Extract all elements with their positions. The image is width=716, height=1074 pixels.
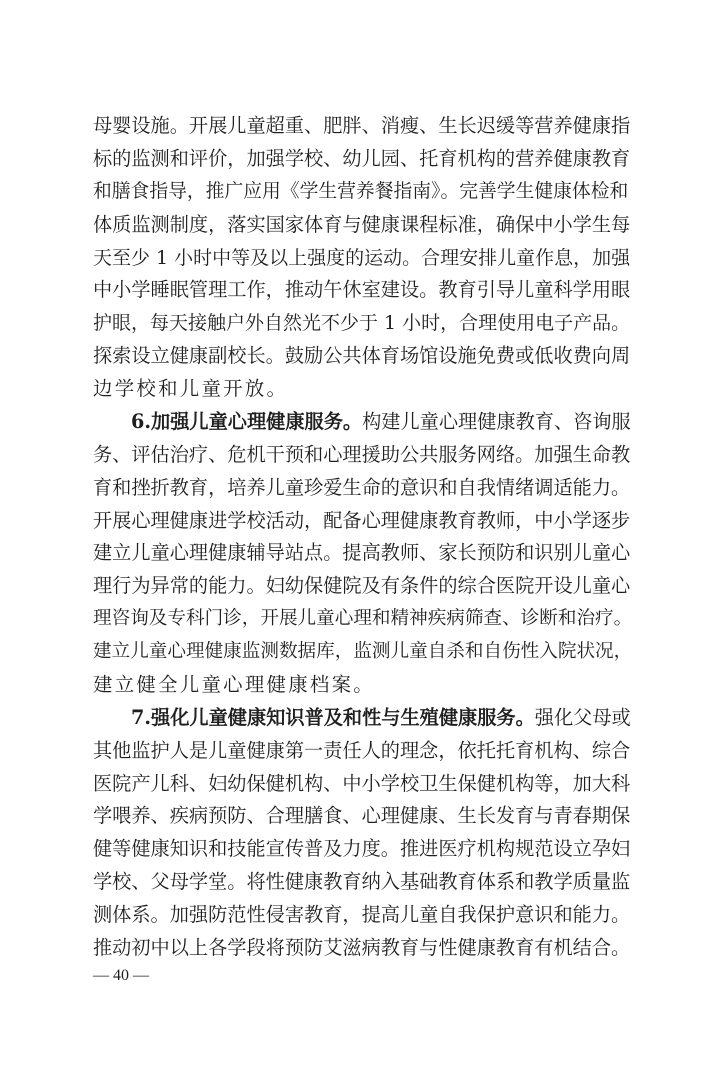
text-line: 理咨询及专科门诊，开展儿童心理和精神疾病筛查、诊断和治疗。 [93, 608, 633, 630]
text-line: 探索设立健康副校长。鼓励公共体育场馆设施免费或低收费向周 [93, 344, 631, 368]
section-7-first-line [131, 702, 633, 735]
text-line: 育和挫折教育，培养儿童珍爱生命的意识和自我情绪调适能力。 [93, 475, 631, 499]
section-6-heading: 6.加强儿童心理健康服务。 [131, 409, 363, 433]
section-7-heading: 7.强化儿童健康知识普及和性与生殖健康服务。 [131, 705, 535, 729]
section-7-text: 强化父母或 [534, 705, 631, 729]
text-line: 中小学睡眠管理工作，推动午休室建设。教育引导儿童科学用眼 [93, 278, 631, 302]
text-line: 和膳食指导，推广应用《学生营养餐指南》。完善学生健康体检和 [93, 180, 629, 202]
text-line: 标的监测和评价，加强学校、幼儿园、托育机构的营养健康教育 [93, 146, 631, 170]
text-line: 学校、父母学堂。将性健康教育纳入基础教育体系和教学质量监 [93, 870, 631, 894]
text-line: 母婴设施。开展儿童超重、肥胖、消瘦、生长迟缓等营养健康指 [93, 114, 631, 137]
section-6-first-line [131, 406, 633, 439]
text-line: 推动初中以上各学段将预防艾滋病教育与性健康教育有机结合。 [93, 936, 631, 959]
section-6-text: 构建儿童心理健康教育、咨询服 [362, 409, 631, 433]
text-line: 理行为异常的能力。妇幼保健院及有条件的综合医院开设儿童心 [93, 574, 631, 598]
page-number: — 40 — [93, 967, 149, 984]
text-line: 其他监护人是儿童健康第一责任人的理念，依托托育机构、综合 [93, 738, 631, 762]
text-line: 务、评估治疗、危机干预和心理援助公共服务网络。加强生命教 [93, 442, 631, 466]
text-line: 建立健全儿童心理健康档案。 [93, 672, 375, 696]
text-line: 边学校和儿童开放。 [93, 377, 289, 401]
text-line: 建立儿童心理健康辅导站点。提高教师、家长预防和识别儿童心 [93, 541, 631, 565]
text-line: 学喂养、疾病预防、合理膳食、心理健康、生长发育与青春期保 [93, 804, 631, 828]
text-line: 健等健康知识和技能宣传普及力度。推进医疗机构规范设立孕妇 [93, 837, 631, 861]
text-line: 测体系。加强防范性侵害教育，提高儿童自我保护意识和能力。 [93, 903, 631, 927]
text-line: 医院产儿科、妇幼保健机构、中小学校卫生保健机构等，加大科 [93, 771, 631, 795]
text-line: 开展心理健康进学校活动，配备心理健康教育教师，中小学逐步 [93, 508, 631, 532]
text-line: 体质监测制度，落实国家体育与健康课程标准，确保中小学生每 [93, 212, 631, 236]
text-line: 建立儿童心理健康监测数据库，监测儿童自杀和自伤性入院状况， [93, 641, 633, 663]
text-line: 天至少 1 小时中等及以上强度的运动。合理安排儿童作息，加强 [93, 246, 631, 269]
text-line: 护眼，每天接触户外自然光不少于 1 小时，合理使用电子产品。 [93, 312, 631, 335]
